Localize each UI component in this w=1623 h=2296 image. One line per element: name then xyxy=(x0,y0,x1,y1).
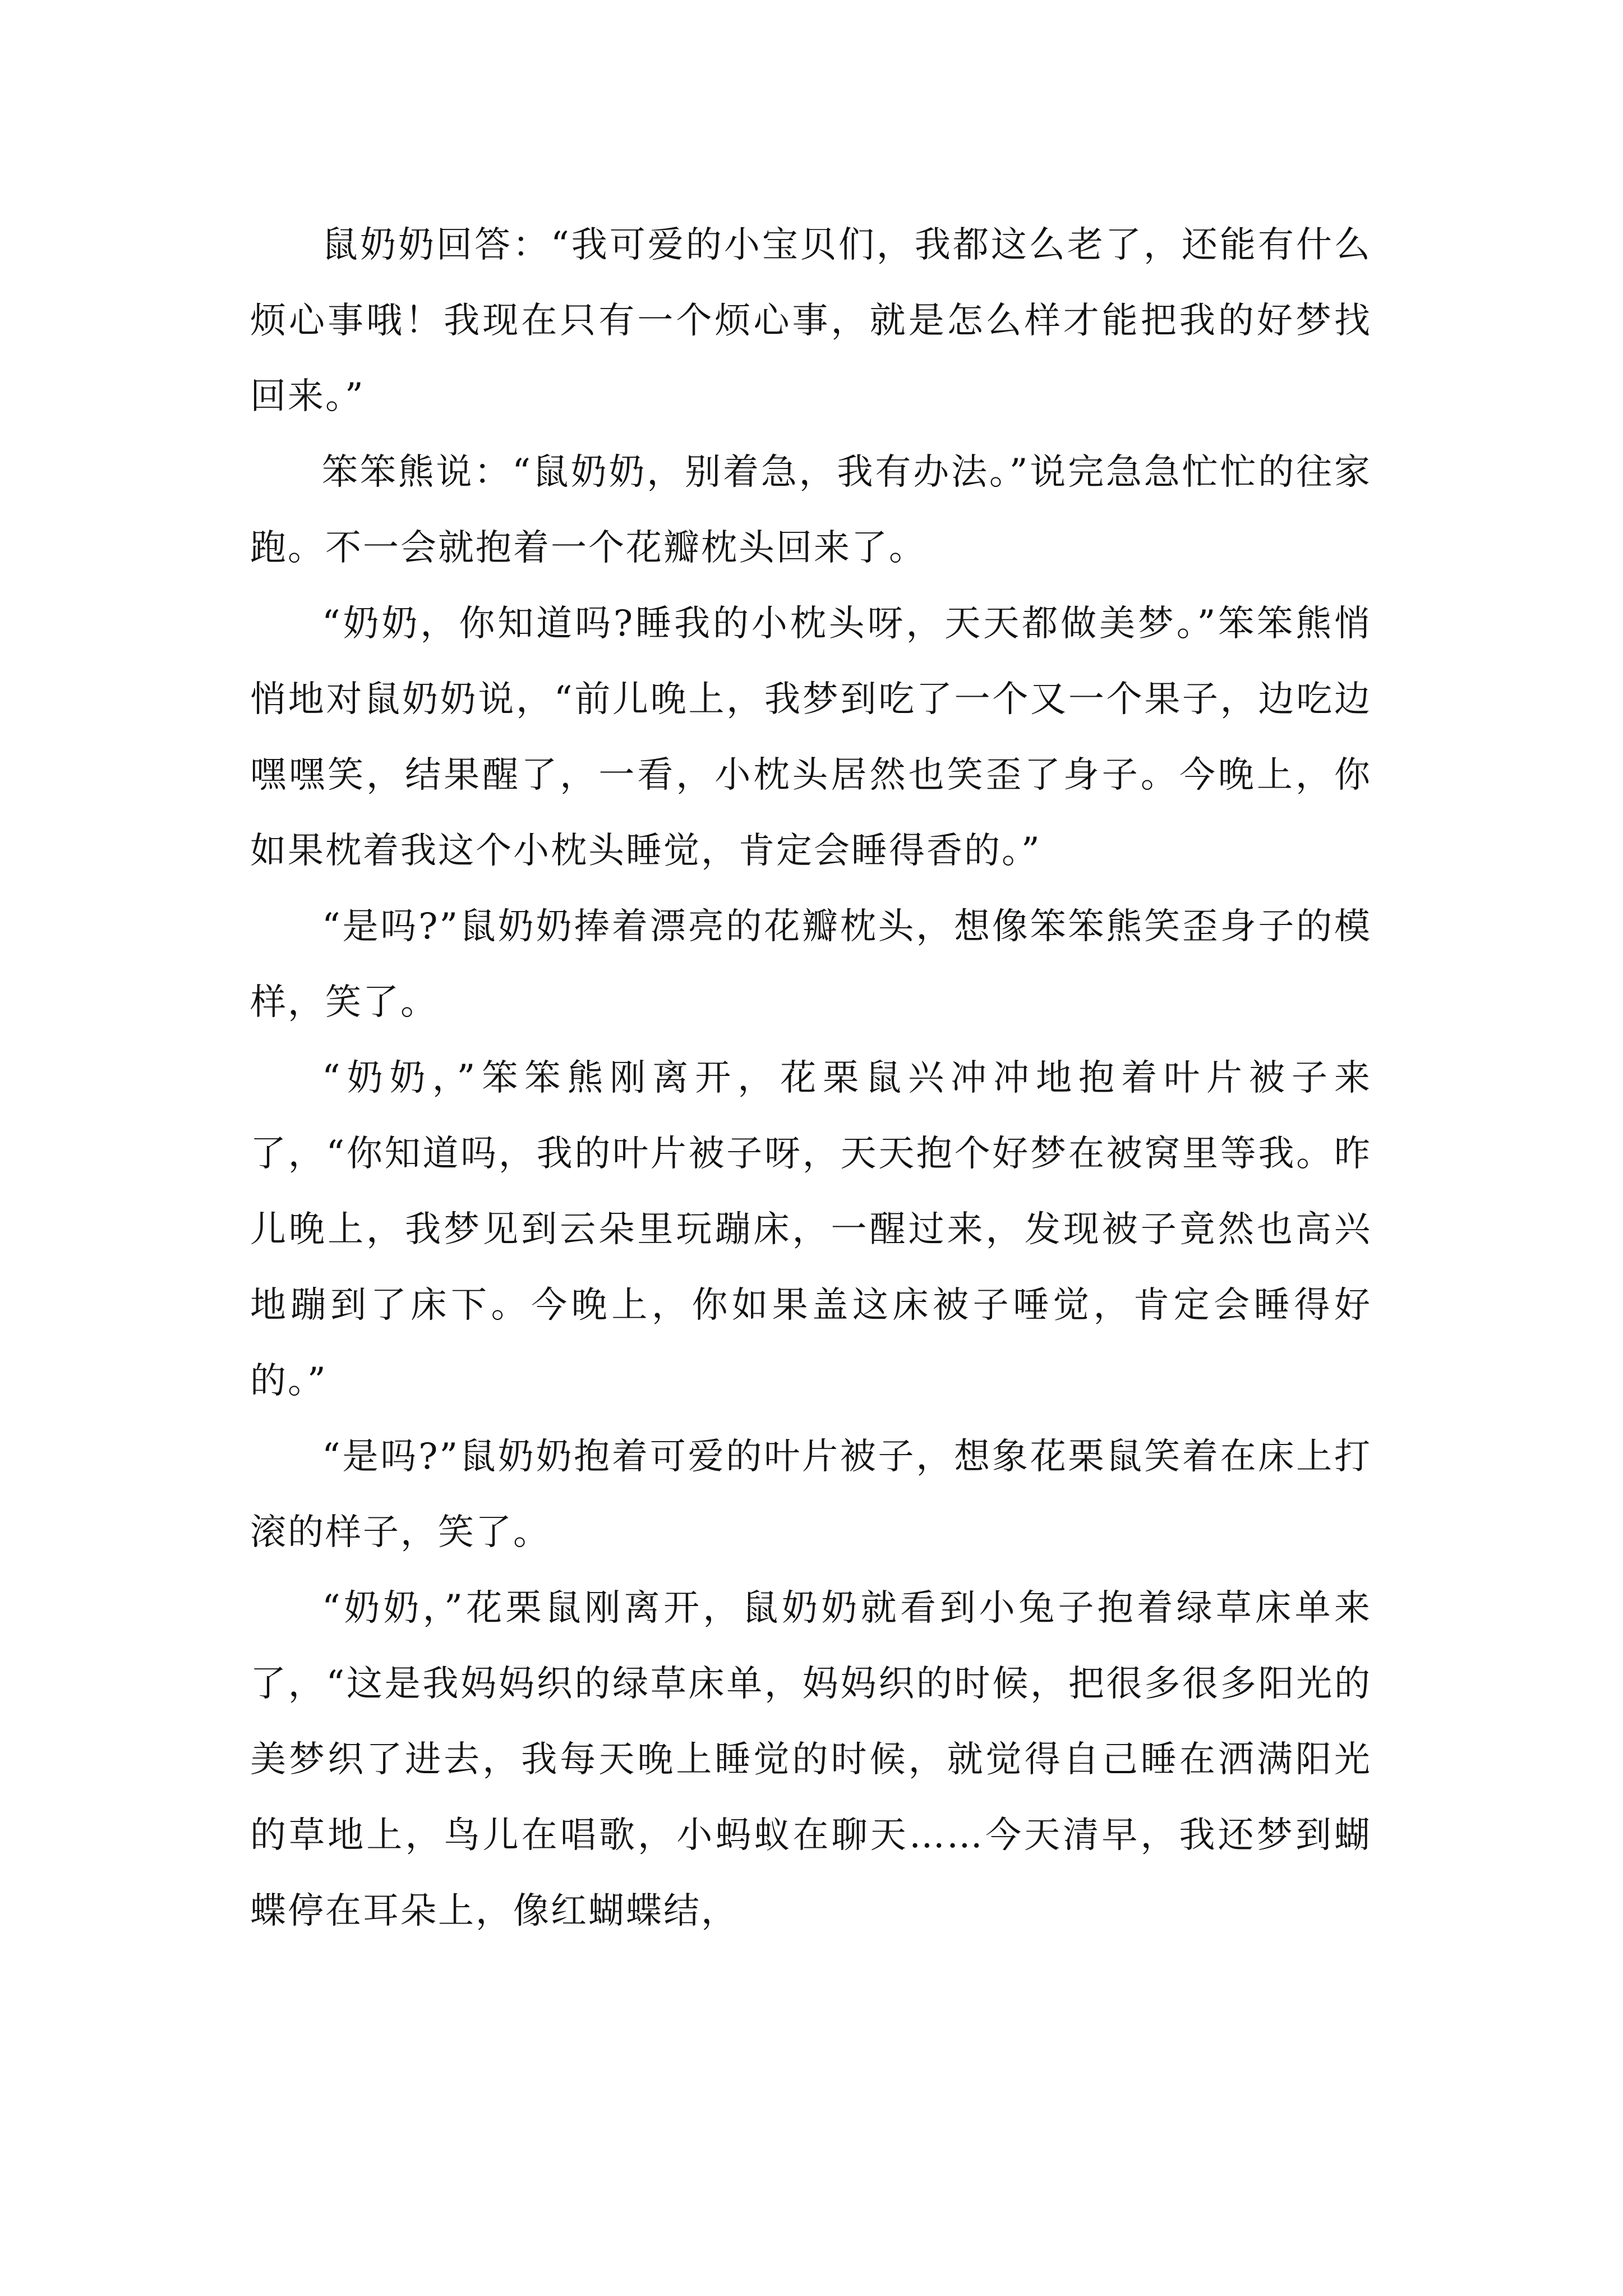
paragraph-2: 笨笨熊说：“鼠奶奶，别着急，我有办法。”说完急急忙忙的往家跑。不一会就抱着一个花瓣枕头回来了。 xyxy=(250,452,1372,569)
paragraph-5: “奶奶，”笨笨熊刚离开，花栗鼠兴冲冲地抱着叶片被子来了，“你知道吗，我的叶片被子呀，天天抱个好梦在被窝里等我。昨儿晚上，我梦见到云朵里玩蹦床，一醒过来，发现被子竟然也高兴地蹦到了床下。今晚上，你如果盖这床被子唾觉，肯定会睡得好的。” xyxy=(250,1057,1372,1402)
paragraph-6: “是吗?”鼠奶奶抱着可爱的叶片被子，想象花栗鼠笑着在床上打滚的样子，笑了。 xyxy=(250,1436,1372,1553)
paragraph-3: “奶奶，你知道吗?睡我的小枕头呀，天天都做美梦。”笨笨熊悄悄地对鼠奶奶说，“前儿晚上，我梦到吃了一个又一个果子，边吃边嘿嘿笑，结果醒了，一看，小枕头居然也笑歪了身子。今晚上，你如果枕着我这个小枕头睡觉，肯定会睡得香的。” xyxy=(250,603,1372,872)
document-page xyxy=(250,208,1372,1949)
paragraph-7: “奶奶，”花栗鼠刚离开，鼠奶奶就看到小兔子抱着绿草床单来了，“这是我妈妈织的绿草床单，妈妈织的时候，把很多很多阳光的美梦织了进去，我每天晚上睡觉的时候，就觉得自己睡在洒满阳光的草地上，鸟儿在唱歌，小蚂蚁在聊天……今天清早，我还梦到蝴蝶停在耳朵上，像红蝴蝶结， xyxy=(250,1588,1372,1932)
paragraph-4: “是吗?”鼠奶奶捧着漂亮的花瓣枕头，想像笨笨熊笑歪身子的模样，笑了。 xyxy=(250,906,1372,1023)
paragraph-1: 鼠奶奶回答：“我可爱的小宝贝们，我都这么老了，还能有什么烦心事哦！我现在只有一个烦心事，就是怎么样才能把我的好梦找回来。” xyxy=(250,224,1372,417)
